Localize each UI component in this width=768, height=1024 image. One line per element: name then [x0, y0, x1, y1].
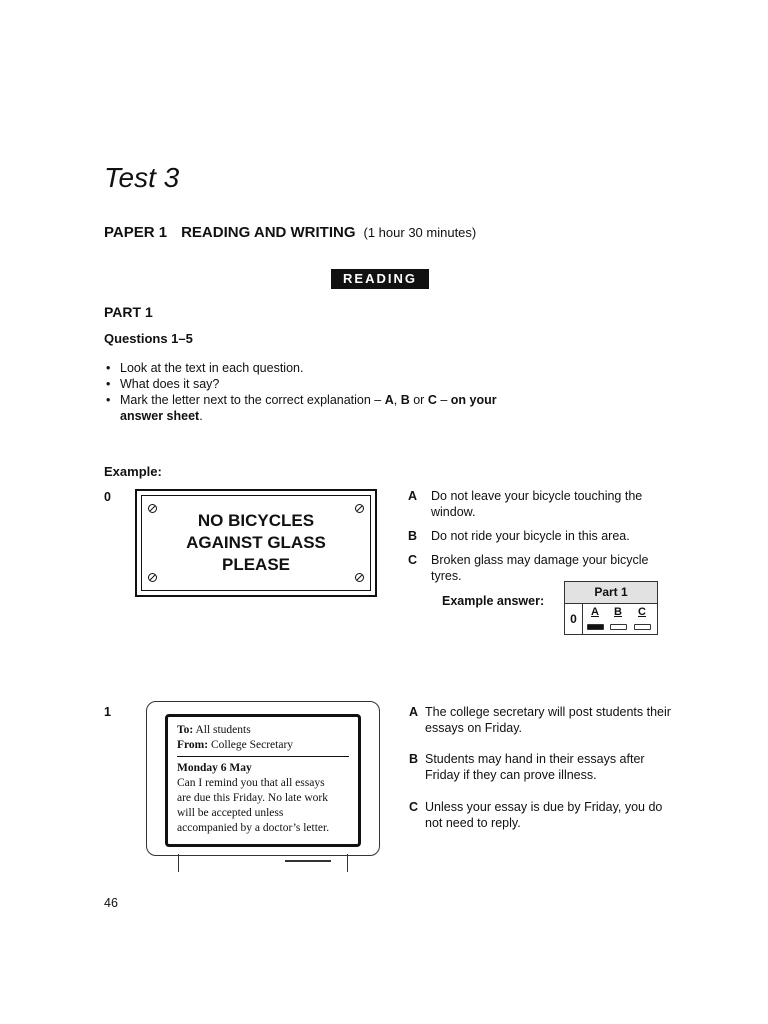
option-letter: C	[409, 800, 419, 814]
sign-panel	[141, 495, 371, 591]
question-number: 0	[104, 490, 111, 504]
option-text: Broken glass may damage your bicycle tyres.	[431, 553, 649, 583]
screw-icon	[355, 573, 364, 582]
letter-c: C	[427, 393, 437, 407]
letter-a: A	[384, 393, 394, 407]
sign-text-line: AGAINST GLASS	[186, 533, 326, 552]
memo-from	[177, 738, 353, 753]
questions-range: Questions 1–5	[104, 331, 193, 346]
computer-monitor	[146, 701, 380, 856]
instruction-text: Mark the letter next to the correct explanation –	[120, 393, 385, 407]
option-letter: A	[408, 489, 418, 503]
instruction-end: .	[199, 409, 203, 423]
monitor-screen	[165, 714, 361, 847]
option-letter: C	[408, 553, 418, 567]
answer-letter-b: B	[614, 606, 622, 618]
sign-text-line: NO BICYCLES	[197, 511, 315, 530]
page-number: 46	[104, 896, 118, 910]
paper-heading	[104, 224, 476, 241]
letter-b: B	[400, 393, 410, 407]
memo-to	[177, 723, 353, 738]
monitor-slot	[285, 860, 331, 862]
test-title: Test 3	[104, 162, 180, 193]
memo-divider	[177, 756, 349, 757]
sign-text-line: PLEASE	[221, 555, 291, 574]
memo-body-line: accompanied by a doctor’s letter.	[177, 822, 330, 834]
example-answer-label: Example answer:	[442, 594, 545, 608]
example-sign	[135, 489, 377, 597]
option-text: Unless your essay is due by Friday, you do not need to reply.	[425, 800, 663, 830]
monitor-base	[178, 854, 348, 872]
paper-duration: (1 hour 30 minutes)	[363, 225, 477, 240]
memo-body-line: Can I remind you that all essays	[177, 777, 325, 789]
answer-letter-a: A	[591, 606, 599, 618]
instruction-item: • Look at the text in each question.	[104, 360, 534, 376]
answer-letter-c: C	[638, 606, 646, 618]
screw-icon	[148, 504, 157, 513]
answer-sheet-box	[564, 581, 658, 635]
memo	[177, 723, 353, 836]
example-label: Example:	[104, 464, 162, 479]
memo-body-line: are due this Friday. No late work	[177, 792, 328, 804]
memo-to-label: To:	[177, 724, 194, 736]
instruction-or: or	[409, 393, 428, 407]
option-text: The college secretary will post students their essays on Friday.	[425, 705, 671, 735]
instruction-item	[104, 392, 534, 424]
paper-label: PAPER 1	[104, 224, 168, 241]
memo-date-text: Monday 6 May	[177, 762, 252, 774]
paper-name: READING AND WRITING	[181, 224, 356, 241]
instruction-item: • What does it say?	[104, 376, 534, 392]
instructions-list	[104, 360, 534, 424]
question-number: 1	[104, 705, 111, 719]
answer-mark-c[interactable]	[634, 624, 651, 630]
answer-box-header: Part 1	[565, 582, 657, 604]
memo-from-value: College Secretary	[208, 739, 294, 751]
memo-date	[177, 761, 353, 776]
answer-mark-a[interactable]	[587, 624, 604, 630]
instruction-dash: –	[436, 393, 451, 407]
instruction-emphasis: on your answer sheet	[120, 393, 497, 423]
memo-from-label: From:	[177, 739, 209, 751]
screw-icon	[148, 573, 157, 582]
option-letter: A	[409, 705, 419, 719]
answer-row-number: 0	[565, 604, 583, 634]
screw-icon	[355, 504, 364, 513]
option-letter: B	[408, 529, 418, 543]
option-text: Students may hand in their essays after Friday if they can prove illness.	[425, 752, 645, 782]
instruction-comma: ,	[393, 393, 401, 407]
part-title: PART 1	[104, 304, 153, 320]
section-banner: READING	[331, 269, 429, 289]
option-text: Do not ride your bicycle in this area.	[431, 529, 630, 543]
option-text: Do not leave your bicycle touching the window.	[431, 489, 643, 519]
memo-body-line: will be accepted unless	[177, 807, 284, 819]
memo-to-value: All students	[193, 724, 251, 736]
option-letter: B	[409, 752, 419, 766]
answer-mark-b[interactable]	[610, 624, 627, 630]
